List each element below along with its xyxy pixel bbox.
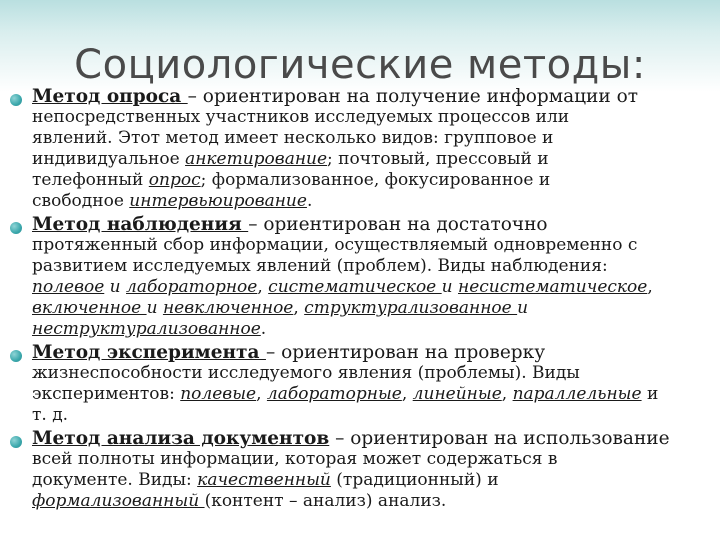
text-span: телефонный	[32, 170, 149, 190]
slide-title: Социологические методы:	[74, 42, 646, 88]
text-line	[32, 405, 710, 426]
term-link-text: анкетирование	[185, 149, 328, 169]
method-survey-text	[32, 86, 710, 212]
text-span: (контент – анализ) анализ.	[204, 491, 447, 511]
term-link-text: линейные	[412, 384, 502, 404]
methods-list	[10, 86, 710, 514]
text-span: индивидуальное	[32, 149, 186, 169]
text-line	[32, 428, 710, 449]
term-link-text: невключенное	[162, 298, 294, 318]
text-span: – ориентирован на использование	[329, 428, 670, 449]
method-observation-text	[32, 214, 710, 340]
term-link-text: лабораторные	[266, 384, 402, 404]
method-document-analysis-text	[32, 428, 710, 512]
method-heading: Метод наблюдения	[32, 214, 249, 235]
text-span: (традиционный) и	[330, 470, 499, 490]
text-line	[32, 235, 710, 256]
text-span: ,	[256, 384, 267, 404]
text-span: ,	[293, 298, 305, 318]
text-line	[32, 86, 710, 107]
method-survey-item	[10, 86, 710, 212]
term-link-text: систематическое	[268, 277, 442, 297]
text-span: и	[146, 298, 163, 318]
text-line	[32, 384, 710, 405]
text-line	[32, 149, 710, 170]
term-link-text: параллельные	[512, 384, 642, 404]
text-span: и	[517, 298, 529, 318]
text-span: ; формализованное, фокусированное и	[200, 170, 551, 190]
term-link-text: полевые	[180, 384, 257, 404]
text-line	[32, 256, 710, 277]
text-line	[32, 214, 710, 235]
term-link-text: структурализованное	[304, 298, 518, 318]
text-span: .	[260, 319, 267, 339]
text-span: документе. Виды:	[32, 470, 198, 490]
text-line	[32, 342, 710, 363]
method-experiment-text	[32, 342, 710, 426]
text-span: т. д.	[32, 405, 69, 425]
text-span: ,	[501, 384, 513, 404]
text-span: и	[641, 384, 659, 404]
text-line	[32, 298, 710, 319]
text-span: экспериментов:	[32, 384, 181, 404]
text-span: ,	[401, 384, 413, 404]
text-line	[32, 449, 710, 470]
text-span: – ориентирован на получение информации от	[187, 86, 638, 107]
text-span: и	[104, 277, 127, 297]
text-line	[32, 128, 710, 149]
text-line	[32, 170, 710, 191]
text-span: – ориентирован на достаточно	[248, 214, 548, 235]
text-line	[32, 319, 710, 340]
text-line	[32, 363, 710, 384]
term-link-text: полевое	[32, 277, 105, 297]
bullet-icon	[10, 436, 22, 448]
text-span: .	[306, 191, 313, 211]
term-link-text: включенное	[32, 298, 147, 318]
method-heading: Метод эксперимента	[32, 342, 266, 363]
text-line	[32, 191, 710, 212]
text-span: протяженный сбор информации, осуществляемый одновременно с	[32, 235, 638, 255]
bullet-icon	[10, 94, 22, 106]
text-span: развитием исследуемых явлений (проблем). Виды наблюдения:	[32, 256, 608, 276]
text-span: ,	[257, 277, 269, 297]
term-link-text: формализованный	[32, 491, 205, 511]
text-line	[32, 470, 710, 491]
text-span: свободное	[32, 191, 130, 211]
method-observation-item	[10, 214, 710, 340]
text-span: явлений. Этот метод имеет несколько видов: групповое и	[32, 128, 554, 148]
text-line	[32, 277, 710, 298]
method-document-analysis-item	[10, 428, 710, 512]
bullet-icon	[10, 222, 22, 234]
term-link-text: несистематическое	[458, 277, 648, 297]
term-link-text: интервьюирование	[129, 191, 307, 211]
method-heading: Метод анализа документов	[32, 428, 330, 449]
bullet-icon	[10, 350, 22, 362]
text-span: ,	[647, 277, 653, 297]
text-span: и	[441, 277, 459, 297]
text-span: – ориентирован на проверку	[265, 342, 546, 363]
text-span: ; почтовый, прессовый и	[327, 149, 549, 169]
method-experiment-item	[10, 342, 710, 426]
term-link-text: лабораторное	[126, 277, 258, 297]
term-link-text: неструктурализованное	[32, 319, 261, 339]
text-span: всей полноты информации, которая может содержаться в	[32, 449, 558, 469]
text-line	[32, 491, 710, 512]
method-heading: Метод опроса	[32, 86, 188, 107]
text-span: жизнеспособности исследуемого явления (проблемы). Виды	[32, 363, 580, 383]
text-span: непосредственных участников исследуемых процессов или	[32, 107, 570, 127]
text-line	[32, 107, 710, 128]
term-link-text: опрос	[148, 170, 201, 190]
term-link-text: качественный	[197, 470, 331, 490]
